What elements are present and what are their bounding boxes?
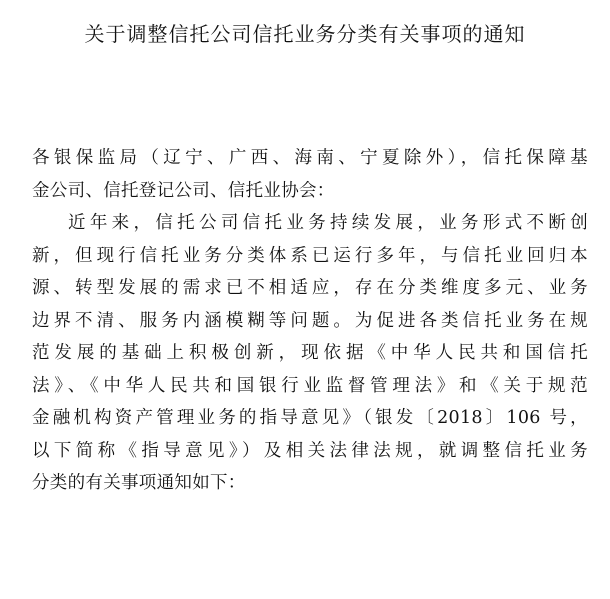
paragraph-line-5: 范发展的基础上积极创新，现依据《中华人民共和国信托 [32,343,588,363]
paragraph-line-6: 法》、《中华人民共和国银行业监督管理法》和《关于规范 [32,375,588,396]
paragraph-line-2: 新，但现行信托业务分类体系已运行多年，与信托业回归本 [32,245,588,266]
paragraph-line-3: 源、转型发展的需求已不相适应，存在分类维度多元、业务 [32,278,588,298]
paragraph-line-4: 边界不清、服务内涵模糊等问题。为促进各类信托业务在规 [32,310,588,331]
paragraph-line-9: 分类的有关事项通知如下： [32,473,246,493]
paragraph-line-7: 金融机构资产管理业务的指导意见》（银发〔2018〕106 号， [32,408,588,428]
salutation-line-1: 各银保监局（辽宁、广西、海南、宁夏除外），信托保障基 [32,148,588,168]
salutation-line-2: 金公司、信托登记公司、信托业协会： [32,180,335,201]
document-title: 关于调整信托公司信托业务分类有关事项的通知 [84,22,526,46]
document-body [32,142,588,500]
paragraph-line-8: 以下简称《指导意见》）及相关法律法规，就调整信托业务 [32,440,588,461]
paragraph-line-1: 近年来，信托公司信托业务持续发展，业务形式不断创 [68,213,588,233]
